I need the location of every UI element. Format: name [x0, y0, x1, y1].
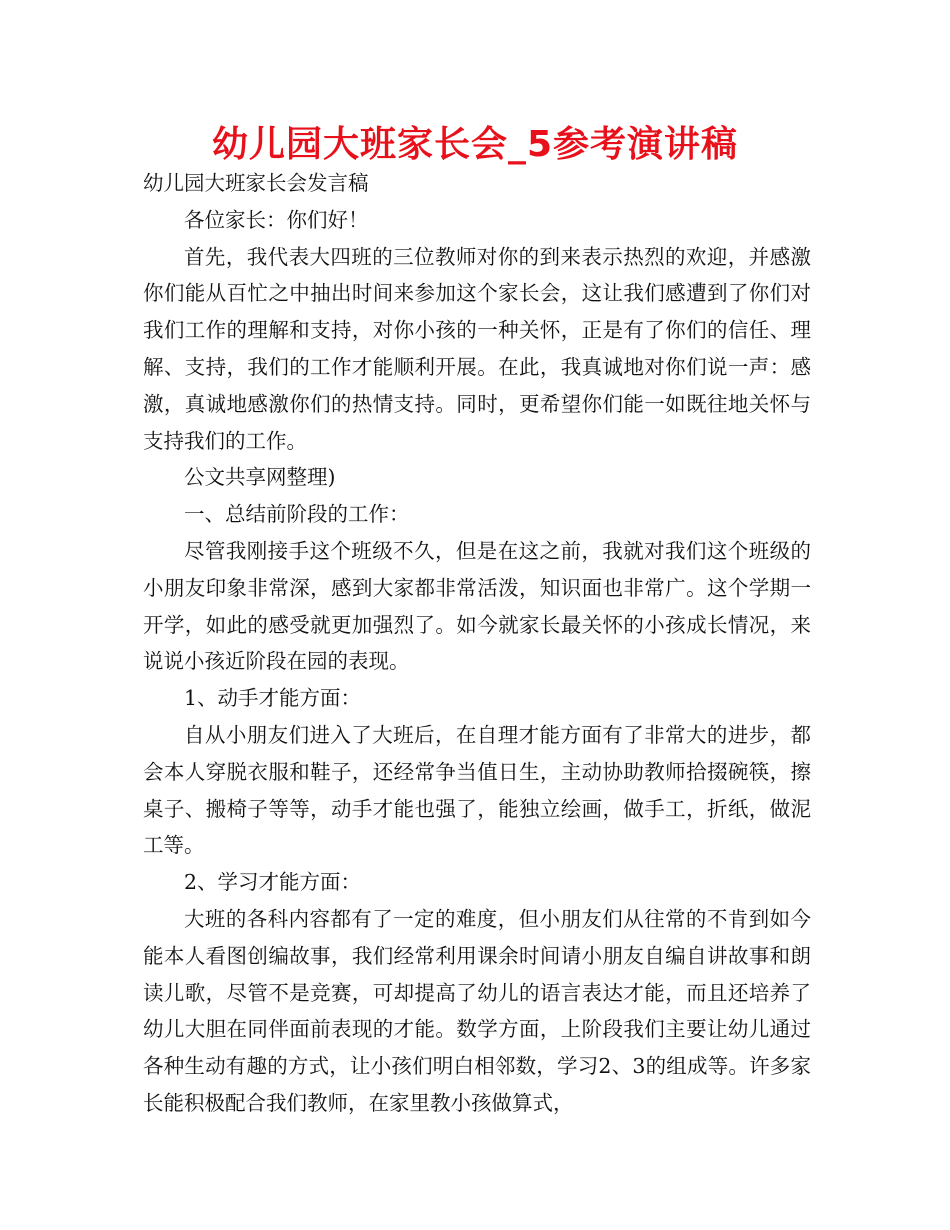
welcome-paragraph: 首先，我代表大四班的三位教师对你的到来表示热烈的欢迎，并感激你们能从百忙之中抽出时间来参加这个家长会，这让我们感遭到了你们对我们工作的理解和支持，对你小孩的一种关怀，正是有了你们的信任、理解、支持，我们的工作才能顺利开展。在此，我真诚地对你们说一声：感激，真诚地感激你们的热情支持。同时，更希望你们能一如既往地关怀与支持我们的工作。 [143, 244, 811, 453]
hands-on-paragraph: 自从小朋友们进入了大班后，在自理才能方面有了非常大的进步，都会本人穿脱衣服和鞋子，还经常争当值日生，主动协助教师拾掇碗筷，擦桌子、搬椅子等等，动手才能也强了，能独立绘画，做手工，折纸，做泥工等。 [143, 722, 811, 858]
section-heading: 一、总结前阶段的工作： [184, 502, 410, 527]
subsection-heading: 1、动手才能方面： [184, 686, 362, 711]
subsection-heading: 2、学习才能方面： [184, 870, 362, 895]
learning-paragraph: 大班的各科内容都有了一定的难度，但小朋友们从往常的不肯到如今能本人看图创编故事，我们经常利用课余时间请小朋友自编自讲故事和朗读儿歌，尽管不是竞赛，可却提高了幼儿的语言表达才能，而且还培养了幼儿大胆在同伴面前表现的才能。数学方面，上阶段我们主要让幼儿通过各种生动有趣的方式，让小孩们明白相邻数，学习2、3的组成等。许多家长能积极配合我们教师，在家里教小孩做算式， [143, 906, 811, 1115]
summary-paragraph: 尽管我刚接手这个班级不久，但是在这之前，我就对我们这个班级的小朋友印象非常深，感到大家都非常活泼，知识面也非常广。这个学期一开学，如此的感受就更加强烈了。如今就家长最关怀的小孩成长情况，来说说小孩近阶段在园的表现。 [143, 538, 811, 674]
document-body [143, 165, 811, 1122]
document-title: 幼儿园大班家长会_5参考演讲稿 [211, 124, 739, 165]
greeting-paragraph: 各位家长：你们好！ [184, 207, 369, 232]
source-note: 公文共享网整理) [184, 465, 336, 490]
subtitle-paragraph: 幼儿园大班家长会发言稿 [143, 171, 369, 195]
